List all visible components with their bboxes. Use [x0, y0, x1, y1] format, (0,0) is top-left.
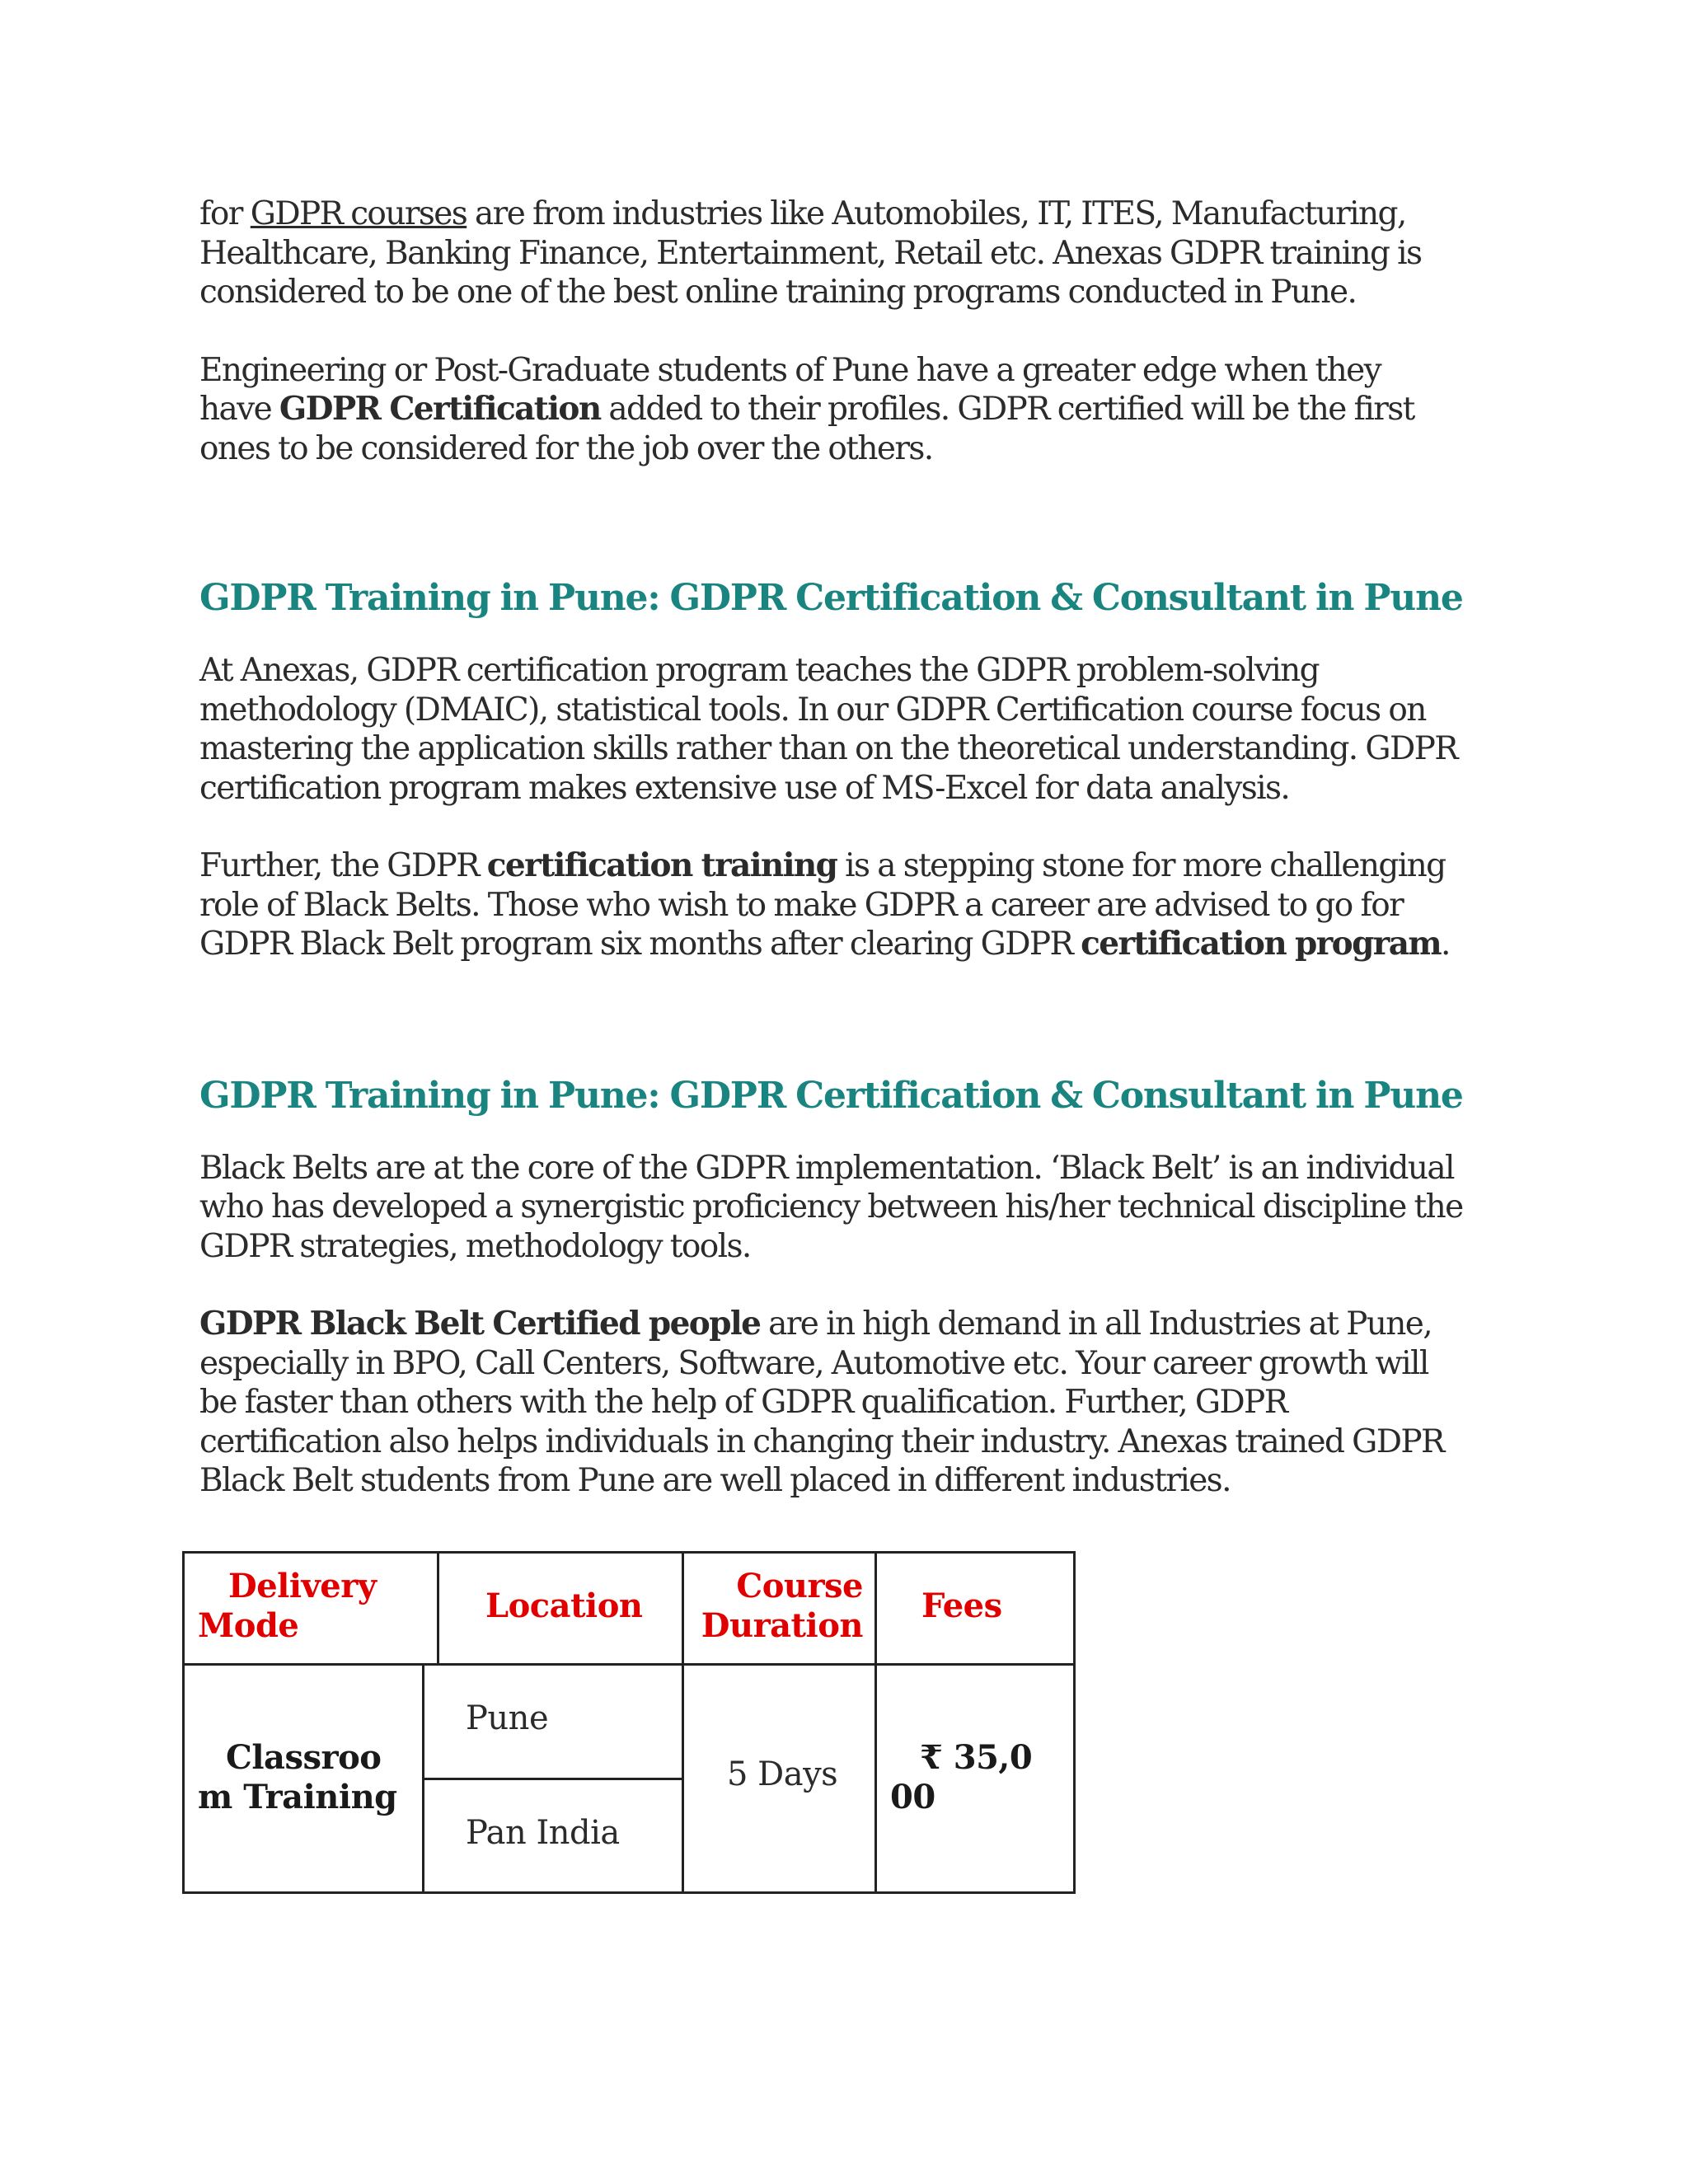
paragraph-line: considered to be one of the best online training programs conducted in Pune.: [199, 274, 1357, 311]
cell-fees: [874, 1663, 1076, 1894]
cell-text: Pune: [466, 1699, 549, 1737]
section-heading-1: GDPR Training in Pune: GDPR Certification & Consultant in Pune: [199, 577, 1463, 619]
paragraph-students: [199, 351, 1535, 469]
paragraph-line: Engineering or Post-Graduate students of Pune have a greater edge when they: [199, 351, 1381, 389]
text-span: are in high demand in all Industries at Pune,: [768, 1305, 1432, 1343]
paragraph-line: methodology (DMAIC), statistical tools. In our GDPR Certification course focus on: [199, 691, 1426, 729]
paragraph-line: ones to be considered for the job over the others.: [199, 429, 933, 467]
header-text: Delivery: [228, 1567, 377, 1605]
header-location: [437, 1551, 684, 1666]
header-fees: [874, 1551, 1076, 1666]
cell-location-pan-india: [422, 1778, 684, 1894]
paragraph-black-belts: [199, 1149, 1535, 1267]
bold-text: GDPR Black Belt Certified people: [199, 1305, 761, 1343]
text-span: are from industries like Automobiles, IT, ITES, Manufacturing,: [475, 195, 1406, 232]
bold-text: certification program: [1081, 925, 1442, 963]
paragraph-line: be faster than others with the help of GDPR qualification. Further, GDPR: [199, 1384, 1287, 1421]
cell-text: m Training: [198, 1778, 397, 1816]
paragraph-line: certification program makes extensive use of MS-Excel for data analysis.: [199, 769, 1290, 807]
paragraph-further: [199, 846, 1535, 964]
gdpr-courses-link[interactable]: GDPR courses: [250, 195, 467, 232]
header-text: Location: [485, 1586, 643, 1625]
cell-delivery-mode: [182, 1663, 424, 1894]
header-text: Fees: [921, 1586, 1002, 1625]
header-text: Duration: [701, 1606, 863, 1645]
bold-text: GDPR Certification: [279, 390, 601, 428]
cell-location-pune: [422, 1663, 684, 1780]
header-delivery-mode: [182, 1551, 439, 1666]
paragraph-line: [199, 925, 1535, 964]
paragraph-line: Healthcare, Banking Finance, Entertainment, Retail etc. Anexas GDPR training is: [199, 234, 1422, 272]
paragraph-line: [199, 390, 1535, 429]
cell-text: Pan India: [466, 1814, 620, 1852]
paragraph-line: Black Belt students from Pune are well placed in different industries.: [199, 1462, 1231, 1499]
cell-text: 5 Days: [727, 1755, 838, 1793]
paragraph-line: who has developed a synergistic proficiency between his/her technical discipline the: [199, 1188, 1463, 1226]
paragraph-line: [199, 1305, 1535, 1344]
header-text: Course: [736, 1567, 863, 1605]
paragraph-line: [199, 846, 1535, 886]
paragraph-line: [199, 194, 1535, 234]
paragraph-line: role of Black Belts. Those who wish to make GDPR a career are advised to go for: [199, 886, 1404, 924]
text-span: is a stepping stone for more challenging: [845, 847, 1446, 884]
paragraph-industries: [199, 194, 1535, 312]
text-span: for: [199, 195, 242, 232]
paragraph-line: At Anexas, GDPR certification program teaches the GDPR problem-solving: [199, 652, 1320, 689]
bold-text: certification training: [486, 846, 837, 884]
paragraph-line: mastering the application skills rather than on the theoretical understanding. GDPR: [199, 730, 1458, 767]
section-heading-2: GDPR Training in Pune: GDPR Certification & Consultant in Pune: [199, 1074, 1463, 1117]
text-span: Further, the GDPR: [199, 847, 479, 884]
cell-text: 00: [890, 1778, 935, 1816]
document-body: [199, 194, 1535, 1501]
header-course-duration: [682, 1551, 877, 1666]
cell-duration: [682, 1663, 877, 1894]
paragraph-line: especially in BPO, Call Centers, Software, Automotive etc. Your career growth will: [199, 1344, 1428, 1382]
paragraph-line: GDPR strategies, methodology tools.: [199, 1227, 751, 1265]
text-span: added to their profiles. GDPR certified will be the first: [608, 391, 1414, 428]
paragraph-program: [199, 651, 1535, 808]
text-span: have: [199, 391, 272, 428]
paragraph-line: Black Belts are at the core of the GDPR implementation. ‘Black Belt’ is an individual: [199, 1149, 1454, 1187]
text-span: .: [1441, 926, 1450, 963]
cell-text: Classroo: [226, 1738, 382, 1777]
paragraph-line: certification also helps individuals in changing their industry. Anexas trained GDPR: [199, 1422, 1444, 1460]
text-span: GDPR Black Belt program six months after clearing GDPR: [199, 926, 1073, 963]
paragraph-demand: [199, 1305, 1535, 1501]
header-text: Mode: [198, 1606, 299, 1645]
cell-text: ₹ 35,0: [920, 1738, 1033, 1777]
course-fees-table: [182, 1551, 1076, 1894]
